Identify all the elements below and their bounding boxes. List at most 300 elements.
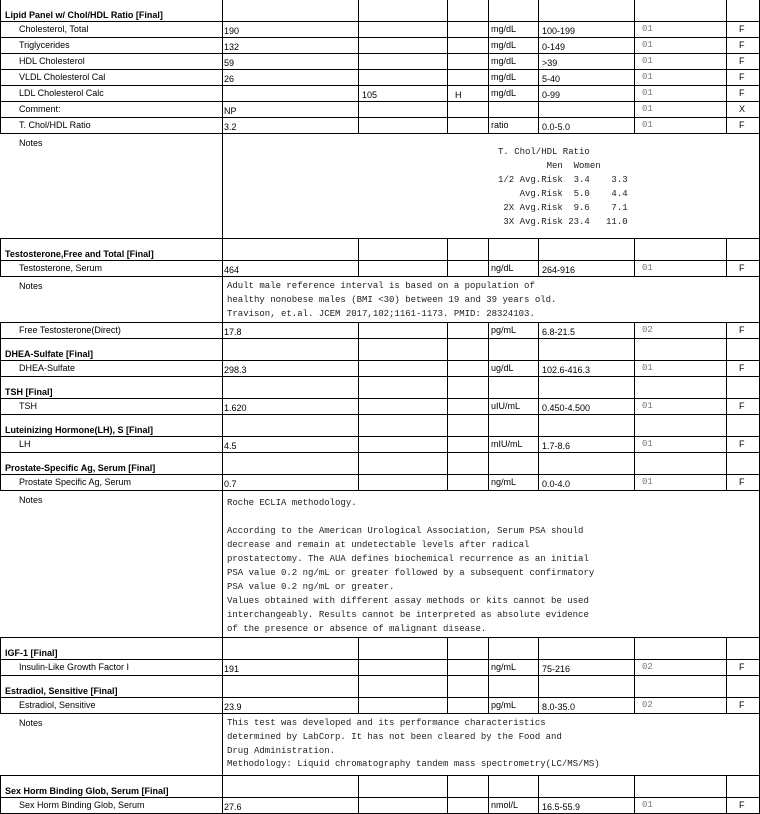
table-row <box>0 261 760 277</box>
lab-code: 01 <box>642 120 653 130</box>
column-divider <box>538 361 539 376</box>
lab-code: 01 <box>642 800 653 811</box>
test-name: Triglycerides <box>19 40 70 50</box>
column-divider <box>726 86 727 101</box>
section-header <box>0 415 760 437</box>
column-divider <box>634 54 635 69</box>
result-value: NP <box>224 106 237 116</box>
column-divider <box>538 323 539 338</box>
lab-code: 01 <box>642 401 653 411</box>
column-divider <box>538 70 539 85</box>
status: F <box>739 662 745 672</box>
status: F <box>739 263 745 273</box>
column-divider <box>447 361 448 376</box>
column-divider <box>358 660 359 675</box>
result-value: 132 <box>224 42 240 52</box>
column-divider <box>358 239 359 260</box>
lab-code: 01 <box>642 439 653 449</box>
status: F <box>739 56 745 66</box>
column-divider <box>358 415 359 436</box>
column-divider <box>634 415 635 436</box>
column-divider <box>634 239 635 260</box>
test-name: LDL Cholesterol Calc <box>19 88 104 98</box>
column-divider <box>358 776 359 797</box>
column-divider <box>0 660 1 675</box>
column-divider <box>358 118 359 133</box>
section-header <box>0 0 760 22</box>
column-divider <box>447 638 448 659</box>
units: mg/dL <box>491 88 517 98</box>
lab-code: 02 <box>642 325 653 335</box>
column-divider <box>358 638 359 659</box>
section-header <box>0 377 760 399</box>
result-value: 17.8 <box>224 327 242 337</box>
reference-range: 75-216 <box>542 664 571 674</box>
column-divider <box>538 22 539 37</box>
column-divider <box>358 86 359 101</box>
column-divider <box>0 339 1 360</box>
column-divider <box>538 0 539 21</box>
result-value: 4.5 <box>224 441 237 451</box>
column-divider <box>488 339 489 360</box>
column-divider <box>488 660 489 675</box>
column-divider <box>447 261 448 276</box>
column-divider <box>726 798 727 813</box>
column-divider <box>222 86 223 101</box>
column-divider <box>222 437 223 452</box>
column-divider <box>538 54 539 69</box>
column-divider <box>634 102 635 117</box>
column-divider <box>726 638 727 659</box>
column-divider <box>488 638 489 659</box>
column-divider <box>358 22 359 37</box>
column-divider <box>447 239 448 260</box>
column-divider <box>538 86 539 101</box>
section-title: IGF-1 [Final] <box>5 648 58 658</box>
column-divider <box>726 437 727 452</box>
column-divider <box>488 475 489 490</box>
status: F <box>739 477 745 487</box>
units: ng/mL <box>491 477 517 487</box>
status: F <box>739 120 745 130</box>
column-divider <box>222 38 223 53</box>
test-name: Insulin-Like Growth Factor I <box>19 662 130 672</box>
test-name: Sex Horm Binding Glob, Serum <box>19 800 145 811</box>
units: mg/dL <box>491 56 517 66</box>
column-divider <box>634 118 635 133</box>
column-divider <box>447 54 448 69</box>
column-divider <box>726 239 727 260</box>
units: mg/dL <box>491 72 517 82</box>
column-divider <box>726 323 727 338</box>
column-divider <box>0 102 1 117</box>
notes-text: Adult male reference interval is based on a population of healthy nonobese males (BMI <30) between 19 and 39 years old. Travison, et.al. JCEM 2017,102;1161-1173. PMID: 28324103. <box>227 281 557 319</box>
column-divider <box>358 0 359 21</box>
section-header <box>0 776 760 798</box>
column-divider <box>447 339 448 360</box>
column-divider <box>358 453 359 474</box>
column-divider <box>222 102 223 117</box>
table-row <box>0 118 760 134</box>
section-title: Prostate-Specific Ag, Serum [Final] <box>5 463 156 473</box>
column-divider <box>634 339 635 360</box>
column-divider <box>222 491 223 637</box>
status: F <box>739 72 745 82</box>
column-divider <box>634 323 635 338</box>
column-divider <box>222 676 223 697</box>
column-divider <box>222 453 223 474</box>
table-row <box>0 399 760 415</box>
column-divider <box>488 377 489 398</box>
column-divider <box>222 377 223 398</box>
result-value: 0.7 <box>224 479 237 489</box>
units: ug/dL <box>491 363 514 373</box>
column-divider <box>634 261 635 276</box>
column-divider <box>726 415 727 436</box>
column-divider <box>488 38 489 53</box>
test-name: Free Testosterone(Direct) <box>19 325 121 335</box>
units: pg/mL <box>491 325 517 335</box>
column-divider <box>634 437 635 452</box>
column-divider <box>358 102 359 117</box>
column-divider <box>488 676 489 697</box>
column-divider <box>0 377 1 398</box>
column-divider <box>488 798 489 813</box>
column-divider <box>538 798 539 813</box>
column-divider <box>447 475 448 490</box>
column-divider <box>358 70 359 85</box>
units: ng/dL <box>491 263 514 273</box>
column-divider <box>447 323 448 338</box>
section-header <box>0 676 760 698</box>
table-row <box>0 38 760 54</box>
reference-range: 16.5-55.9 <box>542 802 581 813</box>
column-divider <box>0 54 1 69</box>
column-divider <box>726 118 727 133</box>
column-divider <box>538 776 539 797</box>
column-divider <box>358 377 359 398</box>
section-title: TSH [Final] <box>5 387 53 397</box>
table-row <box>0 475 760 491</box>
column-divider <box>222 277 223 322</box>
section-title: DHEA-Sulfate [Final] <box>5 349 94 359</box>
column-divider <box>726 361 727 376</box>
column-divider <box>0 0 1 21</box>
column-divider <box>726 660 727 675</box>
column-divider <box>222 776 223 797</box>
notes-label: Notes <box>19 495 43 505</box>
column-divider <box>488 415 489 436</box>
section-title: Sex Horm Binding Glob, Serum [Final] <box>5 786 169 797</box>
column-divider <box>488 361 489 376</box>
column-divider <box>358 339 359 360</box>
reference-range: 100-199 <box>542 26 576 36</box>
status: F <box>739 24 745 34</box>
test-name: VLDL Cholesterol Cal <box>19 72 106 82</box>
column-divider <box>0 698 1 713</box>
table-row <box>0 22 760 38</box>
column-divider <box>0 86 1 101</box>
column-divider <box>0 453 1 474</box>
column-divider <box>0 239 1 260</box>
status: F <box>739 40 745 50</box>
column-divider <box>222 0 223 21</box>
reference-range: >39 <box>542 58 558 68</box>
reference-range: 0.0-4.0 <box>542 479 571 489</box>
status: F <box>739 325 745 335</box>
result-value: 464 <box>224 265 240 275</box>
section-header <box>0 638 760 660</box>
column-divider <box>538 118 539 133</box>
table-row <box>0 660 760 676</box>
column-divider <box>634 475 635 490</box>
table-row <box>0 54 760 70</box>
column-divider <box>488 54 489 69</box>
column-divider <box>726 22 727 37</box>
column-divider <box>726 0 727 21</box>
lab-code: 01 <box>642 363 653 373</box>
units: pg/mL <box>491 700 517 710</box>
result-value: 298.3 <box>224 365 247 375</box>
column-divider <box>538 475 539 490</box>
column-divider <box>447 399 448 414</box>
column-divider <box>634 0 635 21</box>
column-divider <box>447 22 448 37</box>
column-divider <box>447 453 448 474</box>
section-title: Testosterone,Free and Total [Final] <box>5 249 154 259</box>
column-divider <box>222 323 223 338</box>
lab-code: 01 <box>642 40 653 50</box>
column-divider <box>0 776 1 797</box>
column-divider <box>726 776 727 797</box>
column-divider <box>634 361 635 376</box>
status: F <box>739 401 745 411</box>
column-divider <box>488 776 489 797</box>
lab-code: 01 <box>642 477 653 487</box>
column-divider <box>634 660 635 675</box>
column-divider <box>358 798 359 813</box>
column-divider <box>358 698 359 713</box>
column-divider <box>538 660 539 675</box>
column-divider <box>0 118 1 133</box>
section-header <box>0 239 760 261</box>
column-divider <box>358 54 359 69</box>
result-value: 59 <box>224 58 235 68</box>
column-divider <box>538 377 539 398</box>
result-value: 27.6 <box>224 802 242 813</box>
column-divider <box>0 676 1 697</box>
units: nmol/L <box>491 800 519 811</box>
column-divider <box>222 70 223 85</box>
column-divider <box>726 399 727 414</box>
column-divider <box>0 70 1 85</box>
result-value: 1.620 <box>224 403 247 413</box>
units: mg/dL <box>491 40 517 50</box>
units: mg/dL <box>491 24 517 34</box>
notes-row <box>0 277 760 323</box>
notes-text: This test was developed and its performance characteristics determined by LabCorp. It has not been cleared by the Food and Drug Administration. Methodology: Liquid chromatography tandem mass spectrometry(LC/MS/MS) <box>227 718 600 770</box>
column-divider <box>488 0 489 21</box>
column-divider <box>447 798 448 813</box>
reference-range: 0.450-4.500 <box>542 403 591 413</box>
column-divider <box>447 660 448 675</box>
column-divider <box>634 453 635 474</box>
column-divider <box>726 339 727 360</box>
column-divider <box>0 638 1 659</box>
test-name: Comment: <box>19 104 61 114</box>
column-divider <box>0 798 1 813</box>
column-divider <box>222 660 223 675</box>
column-divider <box>634 86 635 101</box>
column-divider <box>726 38 727 53</box>
column-divider <box>538 698 539 713</box>
column-divider <box>447 676 448 697</box>
column-divider <box>634 377 635 398</box>
section-title: Luteinizing Hormone(LH), S [Final] <box>5 425 153 435</box>
table-row <box>0 102 760 118</box>
column-divider <box>488 453 489 474</box>
section-header <box>0 453 760 475</box>
column-divider <box>488 102 489 117</box>
column-divider <box>222 361 223 376</box>
column-divider <box>538 102 539 117</box>
column-divider <box>634 676 635 697</box>
column-divider <box>488 239 489 260</box>
column-divider <box>358 323 359 338</box>
notes-row <box>0 134 760 239</box>
reference-range: 8.0-35.0 <box>542 702 576 712</box>
column-divider <box>634 399 635 414</box>
column-divider <box>538 261 539 276</box>
column-divider <box>634 38 635 53</box>
column-divider <box>488 86 489 101</box>
column-divider <box>488 399 489 414</box>
reference-range: 5-40 <box>542 74 561 84</box>
units: ratio <box>491 120 509 130</box>
lab-code: 01 <box>642 104 653 114</box>
column-divider <box>726 377 727 398</box>
column-divider <box>488 261 489 276</box>
column-divider <box>634 776 635 797</box>
reference-range: 264-916 <box>542 265 576 275</box>
column-divider <box>447 118 448 133</box>
reference-range: 102.6-416.3 <box>542 365 591 375</box>
reference-range: 1.7-8.6 <box>542 441 571 451</box>
reference-range: 0.0-5.0 <box>542 122 571 132</box>
column-divider <box>222 134 223 238</box>
column-divider <box>447 698 448 713</box>
status: F <box>739 700 745 710</box>
column-divider <box>447 437 448 452</box>
column-divider <box>222 22 223 37</box>
column-divider <box>222 118 223 133</box>
result-value: 26 <box>224 74 235 84</box>
column-divider <box>358 261 359 276</box>
column-divider <box>488 323 489 338</box>
column-divider <box>634 798 635 813</box>
column-divider <box>726 676 727 697</box>
result-value: 190 <box>224 26 240 36</box>
column-divider <box>488 118 489 133</box>
column-divider <box>447 38 448 53</box>
status: X <box>739 104 746 114</box>
column-divider <box>538 415 539 436</box>
lab-code: 01 <box>642 56 653 66</box>
abnormal-flag: H <box>455 90 462 100</box>
column-divider <box>0 22 1 37</box>
column-divider <box>488 437 489 452</box>
table-row <box>0 86 760 102</box>
column-divider <box>726 102 727 117</box>
lab-code: 01 <box>642 24 653 34</box>
column-divider <box>222 638 223 659</box>
column-divider <box>634 698 635 713</box>
column-divider <box>726 475 727 490</box>
column-divider <box>447 86 448 101</box>
reference-range: 0-149 <box>542 42 566 52</box>
units: uIU/mL <box>491 401 521 411</box>
test-name: HDL Cholesterol <box>19 56 85 66</box>
column-divider <box>222 714 223 775</box>
column-divider <box>447 102 448 117</box>
notes-text: Roche ECLIA methodology. According to the American Urological Association, Serum PSA should decrease and remain at undetectable levels after radical prostatectomy. The AUA defines biochemical recurrence as an initial PSA value 0.2 ng/mL or greater followed by a subsequent confirmatory PSA value 0.2 ng/mL or greater. Values obtained with different assay methods or kits cannot be used interchangeably. Results cannot be interpreted as absolute evidence of the presence or absence of malignant disease. <box>227 498 595 634</box>
notes-text: T. Chol/HDL Ratio Men Women 1/2 Avg.Risk 3.4 3.3 Avg.Risk 5.0 4.4 2X Avg.Risk 9.6 7.1 3X Avg.Risk 23.4 11.0 <box>498 147 628 227</box>
units: ng/mL <box>491 662 517 672</box>
reference-range: 6.8-21.5 <box>542 327 576 337</box>
reference-range: 0-99 <box>542 90 561 100</box>
column-divider <box>358 399 359 414</box>
column-divider <box>0 323 1 338</box>
result-value: 23.9 <box>224 702 242 712</box>
column-divider <box>538 38 539 53</box>
status: F <box>739 439 745 449</box>
test-name: DHEA-Sulfate <box>19 363 76 373</box>
column-divider <box>726 70 727 85</box>
column-divider <box>0 399 1 414</box>
section-title: Estradiol, Sensitive [Final] <box>5 686 118 696</box>
column-divider <box>358 437 359 452</box>
test-name: TSH <box>19 401 37 411</box>
column-divider <box>358 361 359 376</box>
column-divider <box>538 239 539 260</box>
column-divider <box>222 54 223 69</box>
column-divider <box>447 776 448 797</box>
table-row <box>0 698 760 714</box>
column-divider <box>538 399 539 414</box>
column-divider <box>222 339 223 360</box>
column-divider <box>222 239 223 260</box>
status: F <box>739 363 745 373</box>
notes-label: Notes <box>19 718 43 728</box>
test-name: Estradiol, Sensitive <box>19 700 96 710</box>
lab-code: 01 <box>642 72 653 82</box>
column-divider <box>447 377 448 398</box>
column-divider <box>538 437 539 452</box>
column-divider <box>538 339 539 360</box>
lab-code: 02 <box>642 700 653 710</box>
column-divider <box>538 676 539 697</box>
column-divider <box>538 638 539 659</box>
lab-code: 01 <box>642 263 653 273</box>
units: mIU/mL <box>491 439 523 449</box>
column-divider <box>726 453 727 474</box>
column-divider <box>634 22 635 37</box>
column-divider <box>0 38 1 53</box>
test-name: T. Chol/HDL Ratio <box>19 120 91 130</box>
column-divider <box>358 475 359 490</box>
column-divider <box>447 415 448 436</box>
status: F <box>739 800 745 811</box>
